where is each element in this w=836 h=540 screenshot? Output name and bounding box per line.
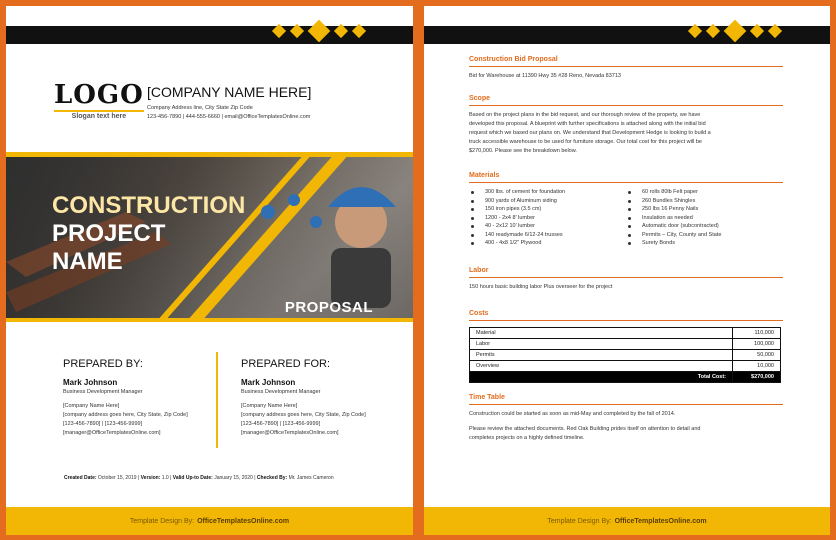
hero-title-line-3: NAME [52,248,123,275]
company-name: [COMPANY NAME HERE] [147,84,312,100]
list-item: 40 - 2x12 10' lumber [469,222,626,231]
section-heading: Time Table [469,394,783,405]
version-label: Version: [140,475,161,481]
cost-item: Labor [470,339,733,350]
materials-list-1 [469,188,626,248]
prepared-by-line: [company address goes here, City State, Zip Code] [63,412,188,418]
checked-by: Mr. James Cameron [288,475,334,481]
hero-banner [6,152,413,322]
section-heading: Scope [469,95,783,106]
scope-line: truck accessible warehouse to be used for furniture storage. Our total cost for this project will be [469,139,702,145]
list-item: Insulation as needed [626,214,783,223]
diamond-ornament [686,23,784,39]
list-item: Surety Bonds [626,239,783,248]
footer-label: Template Design By: [129,517,195,525]
diamond-icon [706,24,720,38]
list-item: 250 lbs 16 Penny Nails [626,205,783,214]
diamond-icon [750,24,764,38]
prepared-by-line: [manager@OfficeTemplatesOnline.com] [63,430,161,436]
prepared-divider [216,352,218,448]
table-row [470,350,781,361]
cost-item: Permits [470,350,733,361]
hero-title-line-2: PROJECT [52,220,166,247]
valid-label: Valid Up-to Date: [172,475,213,481]
table-row [470,339,781,350]
list-item: 300 lbs. of cement for foundation [469,188,626,197]
section-materials [469,172,783,248]
cost-value: 110,000 [733,328,781,339]
prepared-by-name: Mark Johnson [63,378,118,387]
section-timetable [469,394,783,443]
scope-line: $270,000. Please see the breakdown below. [469,148,577,154]
section-heading: Costs [469,310,783,321]
scope-line: developed this proposal. A blueprint with further specifications is attached along with the initial bid [469,121,706,127]
created-label: Created Date: [64,475,97,481]
checked-label: Checked By: [256,475,288,481]
company-logo [54,82,144,120]
cost-value: 100,000 [733,339,781,350]
prepared-by-line: [123-456-7890] | [123-456-9999] [63,421,143,427]
prepared-for-line: [manager@OfficeTemplatesOnline.com] [241,430,339,436]
table-row [470,361,781,372]
section-heading: Construction Bid Proposal [469,56,783,67]
section-heading: Materials [469,172,783,183]
prepared-for-role: Business Development Manager [241,389,321,395]
prepared-for-name: Mark Johnson [241,378,296,387]
prepared-for-line: [Company Name Here] [241,403,298,409]
page-1-cover [6,6,413,535]
logo-text: LOGO [54,80,144,110]
list-item: 900 yards of Aluminum siding [469,197,626,206]
timetable-text: completes projects on a highly defined timeline. [469,435,585,441]
total-row [470,372,781,383]
version: 1.0 [161,475,169,481]
materials-list-2 [626,188,783,248]
footer-site: OfficeTemplatesOnline.com [197,517,290,525]
section-costs [469,310,783,383]
hero-title-line-1: CONSTRUCTION [52,192,246,219]
section-bid [469,56,783,81]
cost-value: 10,000 [733,361,781,372]
hero-subtitle: PROPOSAL [284,299,373,316]
prepared-by-line: [Company Name Here] [63,403,120,409]
cost-item: Material [470,328,733,339]
footer-site: OfficeTemplatesOnline.com [614,517,707,525]
diamond-icon [272,24,286,38]
prepared-by-role: Business Development Manager [63,389,143,395]
timetable-text: Construction could be started as soon as mid-May and completed by the fall of 2014. [469,411,676,417]
diamond-ornament [270,23,368,39]
section-labor [469,267,783,292]
labor-text: 150 hours basic building labor Plus overseer for the project [469,284,613,290]
scope-line: Based on the project plans in the bid request, and our thorough review of the property, we have [469,112,701,118]
diamond-icon [308,20,331,43]
footer-label: Template Design By: [547,517,612,525]
prepared-by-heading: PREPARED BY: [63,358,143,370]
created-date: October 15, 2019 [97,475,137,481]
diamond-icon [290,24,304,38]
company-address: Company Address line, City State Zip Code [147,105,253,111]
list-item: Automatic door (subcontracted) [626,222,783,231]
prepared-for-heading: PREPARED FOR: [241,358,331,370]
hero-stripe-top [6,152,413,157]
diamond-icon [768,24,782,38]
list-item: 60 rolls 80lb Felt paper [626,188,783,197]
diamond-icon [352,24,366,38]
diamond-icon [334,24,348,38]
timetable-text: Please review the attached documents. Red Oak Building prides itself on attention to detail and [469,426,701,432]
slogan: Slogan text here [54,110,144,120]
footer-bar [6,507,413,535]
page-2-details [424,6,830,535]
company-block [147,84,311,122]
diamond-icon [688,24,702,38]
bid-text: Bid for Warehouse at 11390 Hwy 35 #28 Reno, Nevada 83713 [469,73,621,79]
prepared-for-line: [123-456-7890] | [123-456-9999] [241,421,321,427]
prepared-for-line: [company address goes here, City State, Zip Code] [241,412,366,418]
section-scope [469,95,783,156]
list-item: 400 - 4x8 1/2" Plywood [469,239,626,248]
list-item: 1200 - 2x4 8' lumber [469,214,626,223]
cost-item: Overview [470,361,733,372]
document-meta: Created Date: October 15, 2019 | Version: 1.0 | Valid Up-to Date: January 15, 2020 | Checked By: Mr. James Cameron [64,475,334,481]
list-item: 150 iron pipes (3.5 cm) [469,205,626,214]
list-item: 260 Bundles Shingles [626,197,783,206]
total-label: Total Cost: [470,372,733,383]
list-item: 140 readymade 6/12-24 trusses [469,231,626,240]
cost-value: 50,000 [733,350,781,361]
company-contact: 123-456-7890 | 444-555-6660 | email@OfficeTemplatesOnline.com [147,114,311,120]
valid-date: January 15, 2020 [214,475,253,481]
hero-stripe-bottom [6,318,413,322]
scope-line: request which we based our plans on. We understand that Development Hedge is looking to build a [469,130,711,136]
table-row [470,328,781,339]
costs-table [469,327,781,383]
list-item: Permits – City, County and State [626,231,783,240]
prepared-for-block [241,358,366,438]
prepared-by-block [63,358,188,438]
materials-lists [469,188,783,248]
total-value: $270,000 [733,372,781,383]
footer-bar [424,507,830,535]
diamond-icon [724,20,747,43]
section-heading: Labor [469,267,783,278]
hero-title [52,192,245,276]
